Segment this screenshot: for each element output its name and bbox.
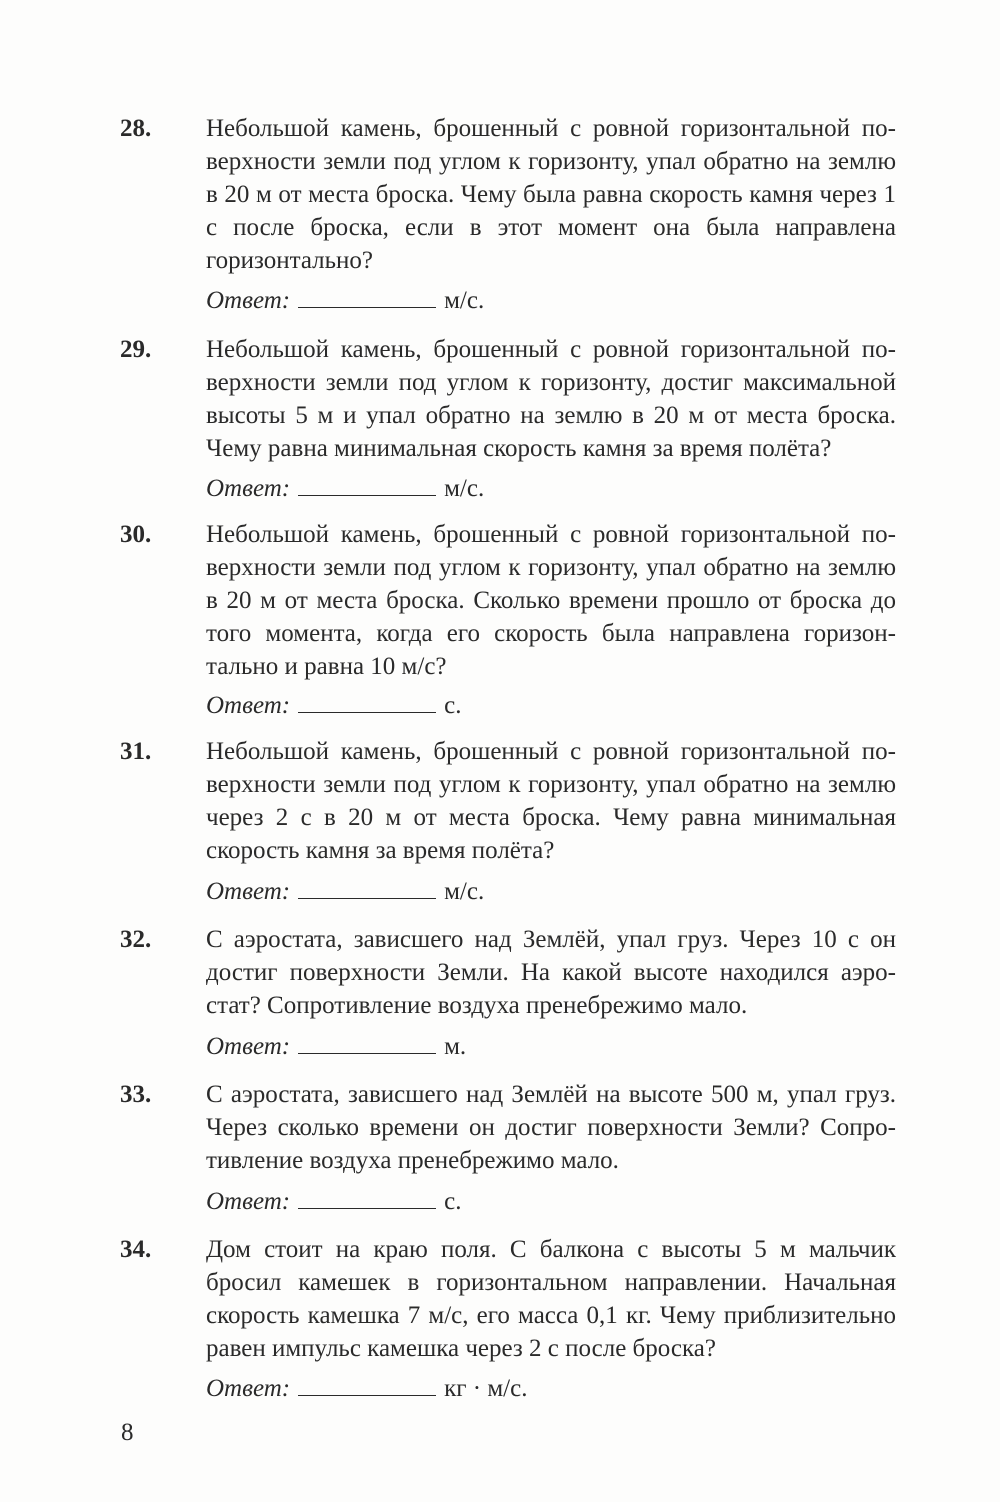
problem-number: 30. bbox=[120, 521, 152, 548]
page-number: 8 bbox=[121, 1419, 134, 1446]
answer-label: Ответ: bbox=[206, 475, 291, 502]
answer-line bbox=[206, 284, 484, 317]
problem-number: 29. bbox=[120, 336, 152, 363]
answer-unit: с. bbox=[444, 1188, 462, 1215]
problem-text: Небольшой камень, брошенный с ровной горизонтальной поверхности земли под углом к горизонту, упал обратно на землю в 20 м от места броска. Сколько времени прошло от броска до того момента, когда его скорость была направлена горизонтально и равна 10 м/с? bbox=[206, 521, 896, 680]
answer-label: Ответ: bbox=[206, 1188, 291, 1215]
answer-unit: кг · м/с. bbox=[444, 1375, 528, 1402]
problem-number: 32. bbox=[120, 926, 152, 953]
problem-text: Небольшой камень, брошенный с ровной горизонтальной поверхности земли под углом к горизонту, упал обратно на землю в 20 м от места броска. Чему была равна скорость камня через 1 с после броска, если в этот момент она была направлена горизонтально? bbox=[206, 115, 896, 274]
answer-blank[interactable] bbox=[298, 876, 436, 899]
answer-blank[interactable] bbox=[298, 1373, 436, 1396]
problem-number: 33. bbox=[120, 1081, 152, 1108]
answer-blank[interactable] bbox=[298, 473, 436, 496]
problem-text: С аэростата, зависшего над Землёй, упал груз. Через 10 с он достиг поверхности Земли. На какой высоте находился аэростат? Сопротивление воздуха пренебрежимо мало. bbox=[206, 926, 896, 1019]
answer-line bbox=[206, 1372, 527, 1405]
problem-text: Дом стоит на краю поля. С балкона с высоты 5 м мальчик бросил камешек в горизонтальном направлении. Начальная скорость камешка 7 м/с, его масса 0,1 кг. Чему приблизительно равен импульс камешка через 2 с после броска? bbox=[206, 1236, 896, 1362]
answer-line bbox=[206, 472, 484, 505]
answer-blank[interactable] bbox=[298, 1186, 436, 1209]
problem-text: Небольшой камень, брошенный с ровной горизонтальной поверхности земли под углом к горизонту, упал обратно на землю через 2 с в 20 м от места броска. Чему равна минимальная скорость камня за время полёта? bbox=[206, 738, 896, 864]
answer-blank[interactable] bbox=[298, 690, 436, 713]
answer-unit: м. bbox=[444, 1033, 467, 1060]
problem-text: С аэростата, зависшего над Землёй на высоте 500 м, упал груз. Через сколько времени он достиг поверхности Земли? Сопротивление воздуха пренебрежимо мало. bbox=[206, 1081, 896, 1174]
answer-label: Ответ: bbox=[206, 692, 291, 719]
answer-unit: м/с. bbox=[444, 475, 485, 502]
answer-label: Ответ: bbox=[206, 878, 291, 905]
answer-line bbox=[206, 689, 461, 722]
problem-number: 28. bbox=[120, 115, 152, 142]
answer-label: Ответ: bbox=[206, 1375, 291, 1402]
answer-label: Ответ: bbox=[206, 287, 291, 314]
answer-unit: м/с. bbox=[444, 287, 485, 314]
answer-line bbox=[206, 875, 484, 908]
problem-text: Небольшой камень, брошенный с ровной горизонтальной поверхности земли под углом к горизонту, достиг максимальной высоты 5 м и упал обратно на землю в 20 м от места броска. Чему равна минимальная скорость камня за время полёта? bbox=[206, 336, 896, 462]
answer-unit: с. bbox=[444, 692, 462, 719]
answer-unit: м/с. bbox=[444, 878, 485, 905]
answer-blank[interactable] bbox=[298, 285, 436, 308]
answer-blank[interactable] bbox=[298, 1031, 436, 1054]
problem-number: 34. bbox=[120, 1236, 152, 1263]
problem-number: 31. bbox=[120, 738, 152, 765]
answer-line bbox=[206, 1030, 466, 1063]
answer-line bbox=[206, 1185, 461, 1218]
answer-label: Ответ: bbox=[206, 1033, 291, 1060]
